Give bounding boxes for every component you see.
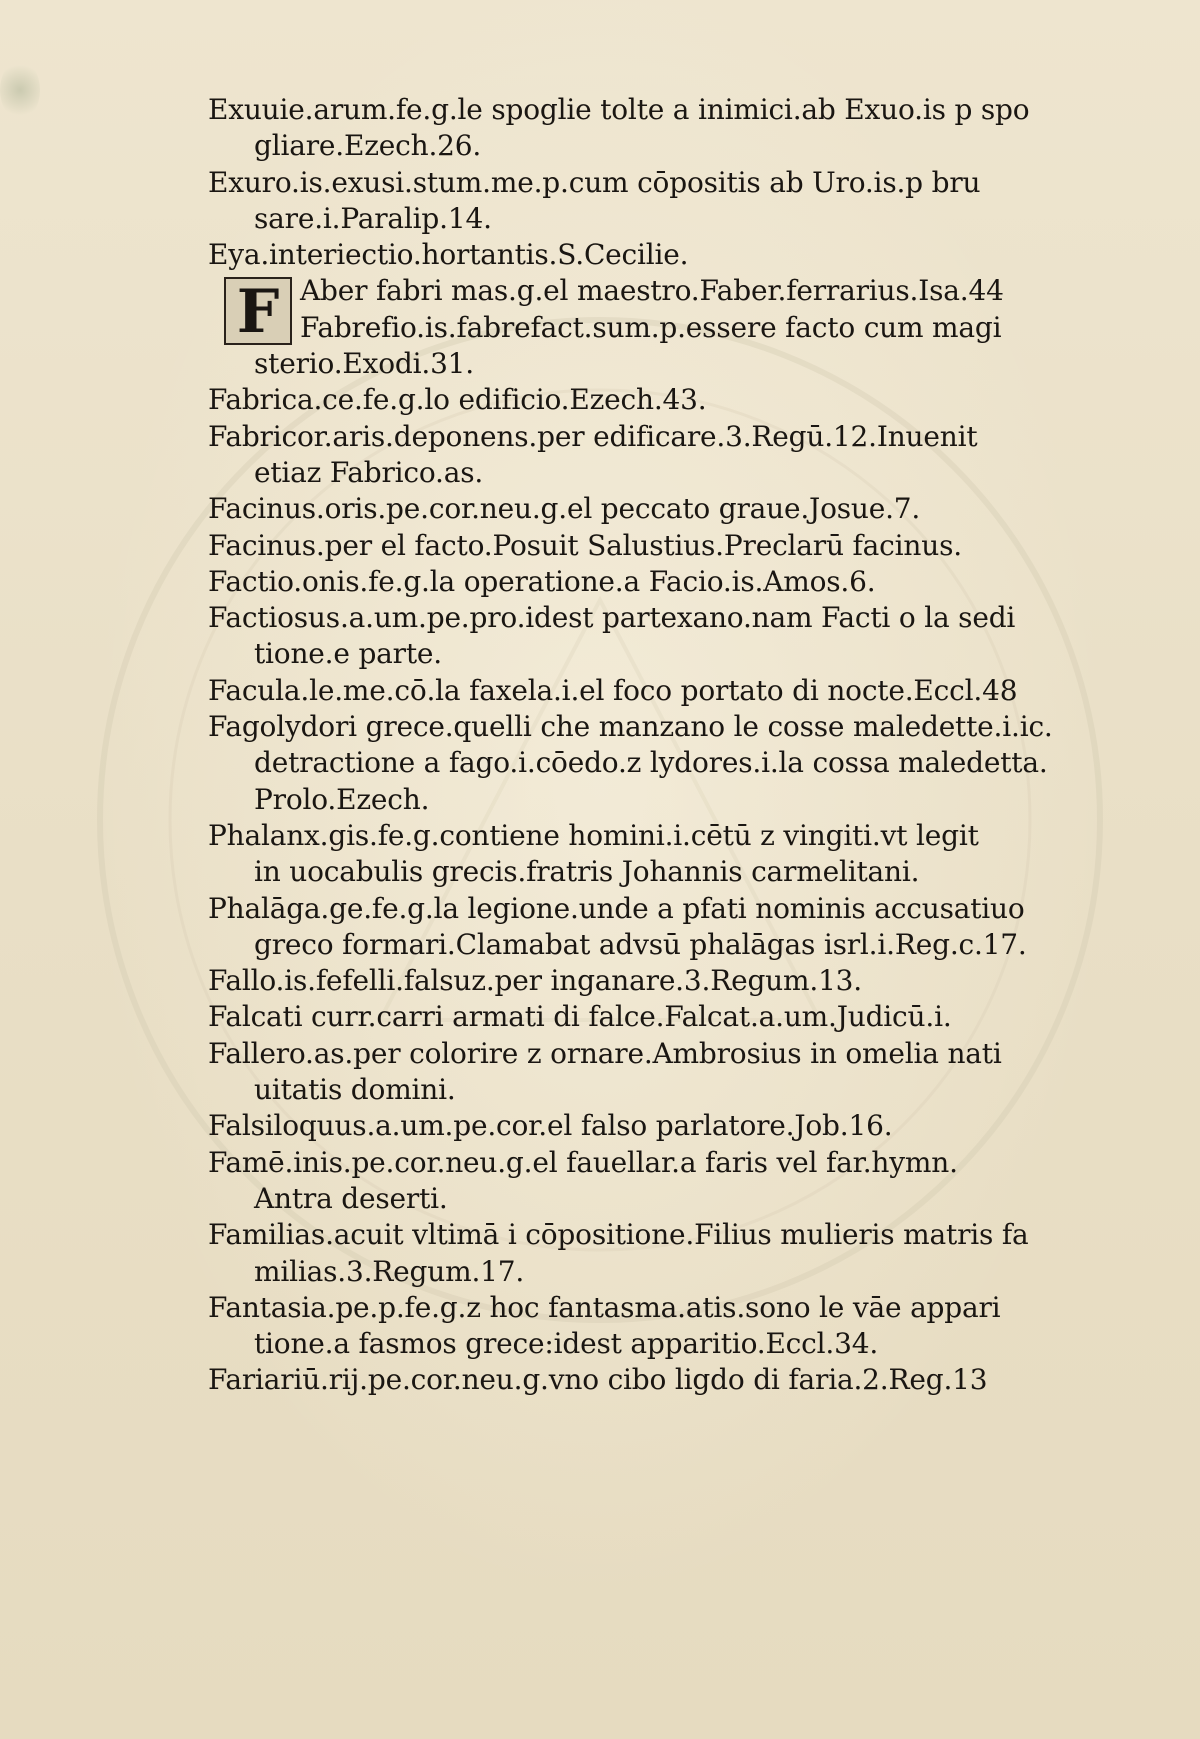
text-line: etiaz Fabrico.as.	[254, 455, 484, 489]
text-line: Familias.acuit vltimā i cōpositione.Filius mulieris matris fa	[208, 1218, 1029, 1252]
text-line: tione.e parte.	[254, 637, 442, 671]
text-line: Fabrefio.is.fabrefact.sum.p.essere facto cum magi	[300, 310, 1002, 344]
text-line: uitatis domini.	[254, 1073, 456, 1107]
text-line: Eya.interiectio.hortantis.S.Cecilie.	[208, 238, 689, 272]
text-line: Falsiloquus.a.um.pe.cor.el falso parlatore.Job.16.	[208, 1109, 893, 1143]
text-line: Phalāga.ge.fe.g.la legione.unde a pfati nominis accusatiuo	[208, 891, 1025, 925]
text-line: Fariariū.rij.pe.cor.neu.g.vno cibo ligdo di faria.2.Reg.13	[208, 1363, 988, 1397]
text-line: detractione a fago.i.cōedo.z lydores.i.la cossa maledetta.	[254, 746, 1048, 780]
text-line: Famē.inis.pe.cor.neu.g.el fauellar.a faris vel far.hymn.	[208, 1145, 958, 1179]
text-line: Facula.le.me.cō.la faxela.i.el foco portato di nocte.Eccl.48	[208, 673, 1018, 707]
text-line: Facinus.per el facto.Posuit Salustius.Preclarū facinus.	[208, 528, 962, 562]
text-line: sterio.Exodi.31.	[254, 347, 474, 381]
text-line: Fallero.as.per colorire z ornare.Ambrosius in omelia nati	[208, 1036, 1002, 1070]
text-line: Factiosus.a.um.pe.pro.idest partexano.nam Facti o la sedi	[208, 601, 1016, 635]
text-line: Fallo.is.fefelli.falsuz.per inganare.3.Regum.13.	[208, 964, 862, 998]
text-line: Falcati curr.carri armati di falce.Falcat.a.um.Judicū.i.	[208, 1000, 952, 1034]
text-line: in uocabulis grecis.fratris Johannis carmelitani.	[254, 855, 920, 889]
text-line: Antra deserti.	[254, 1181, 448, 1215]
text-line: Exuro.is.exusi.stum.me.p.cum cōpositis ab Uro.is.p bru	[208, 165, 981, 199]
text-line: Aber fabri mas.g.el maestro.Faber.ferrarius.Isa.44	[300, 274, 1004, 308]
text-line: gliare.Ezech.26.	[254, 129, 482, 163]
text-line: Phalanx.gis.fe.g.contiene homini.i.cētū z vingiti.vt legit	[208, 818, 979, 852]
text-line: Prolo.Ezech.	[254, 782, 430, 816]
decorated-initial: F	[224, 277, 292, 345]
text-line: Fantasia.pe.p.fe.g.z hoc fantasma.atis.sono le vāe appari	[208, 1290, 1001, 1324]
text-line: Exuuie.arum.fe.g.le spoglie tolte a inimici.ab Exuo.is p spo	[208, 93, 1030, 126]
text-line: Fagolydori grece.quelli che manzano le cosse maledette.i.ic.	[208, 710, 1053, 744]
text-line: milias.3.Regum.17.	[254, 1254, 525, 1288]
text-line: tione.a fasmos grece:idest apparitio.Eccl.34.	[254, 1327, 879, 1361]
initial-block	[208, 273, 1128, 346]
text-line: sare.i.Paralip.14.	[254, 201, 492, 235]
text-line: Facinus.oris.pe.cor.neu.g.el peccato graue.Josue.7.	[208, 492, 921, 526]
text-line: Fabricor.aris.deponens.per edificare.3.Regū.12.Inuenit	[208, 419, 978, 453]
text-line: Fabrica.ce.fe.g.lo edificio.Ezech.43.	[208, 383, 707, 417]
text-column	[208, 92, 1128, 1399]
text-line: greco formari.Clamabat advsū phalāgas isrl.i.Reg.c.17.	[254, 927, 1027, 961]
page-stain	[0, 60, 40, 120]
text-line: Factio.onis.fe.g.la operatione.a Facio.is.Amos.6.	[208, 564, 876, 598]
